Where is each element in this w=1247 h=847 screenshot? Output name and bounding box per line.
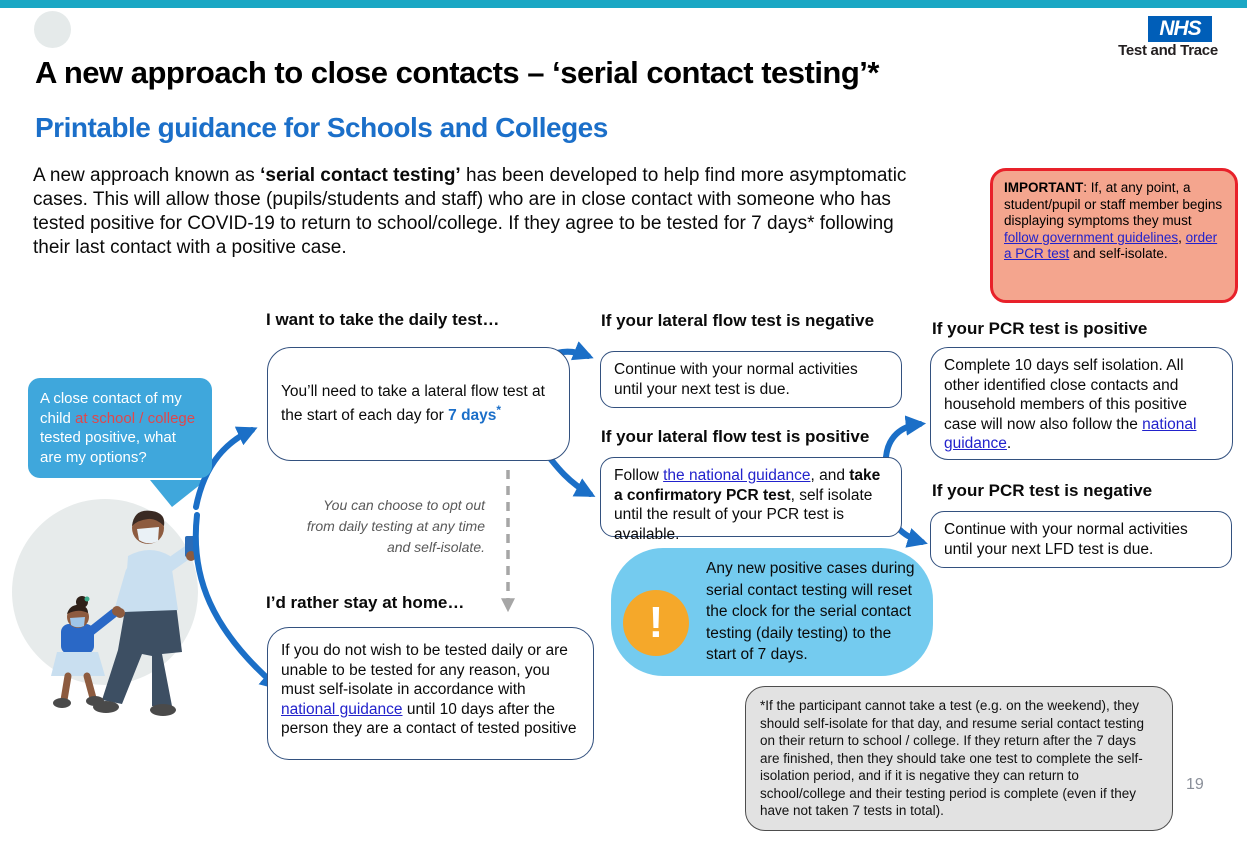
heading-stay-home: I’d rather stay at home… bbox=[266, 593, 465, 612]
decorative-circle bbox=[34, 11, 71, 48]
illustration-family-walking bbox=[12, 499, 198, 716]
arrow-lft-positive-to-pcr-positive bbox=[886, 424, 920, 457]
home-seg2: until 10 days after the person they are a contact of tested positive bbox=[281, 700, 577, 737]
lft-positive-seg2: , and bbox=[810, 467, 850, 484]
footnote-box: *If the participant cannot take a test (e.g. on the weekend), they should self-isolate for that day, and resume serial contact testing on their return to school / college. If they return after the 7 days are finished, then they should take one test to complete the self-isolation period, and if it is negative they can return to school/college and their testing period is complete (even if they have not taken 7 tests in total). bbox=[745, 686, 1173, 831]
link-order-a-pcr-test[interactable]: order a PCR test bbox=[1004, 229, 1218, 261]
daily-seg1: You’ll need to take a lateral flow test at the start of each day for bbox=[281, 382, 545, 425]
box-daily-test bbox=[267, 347, 570, 461]
bubble-seg1: A close contact of my child bbox=[40, 390, 182, 427]
nhs-logo-text: NHS bbox=[1159, 17, 1201, 40]
lft-positive-seg1: Follow bbox=[614, 467, 664, 484]
page-subtitle: Printable guidance for Schools and Colleges bbox=[35, 112, 608, 143]
speech-bubble-tail bbox=[150, 480, 206, 507]
arrow-bubble-to-stay-home bbox=[196, 515, 276, 686]
daily-days: 7 days bbox=[448, 407, 497, 425]
box-stay-home bbox=[267, 627, 594, 760]
heading-pcr-negative: If your PCR test is negative bbox=[932, 481, 1153, 500]
important-seg2: , bbox=[1178, 229, 1186, 245]
important-callout-box bbox=[990, 168, 1238, 303]
page-title: A new approach to close contacts – ‘serial contact testing’* bbox=[35, 55, 879, 90]
intro-seg2: has been developed to help find more asymptomatic cases. This will allow those (pupils/students and staff) who are in close contact with someone who has tested positive for COVID-19 to return to school/college. If they agree to be tested for 7 days* following their last contact with a positive case. bbox=[33, 165, 907, 258]
reset-clock-text: Any new positive cases during serial contact testing will reset the clock for the serial contact testing (daily testing) to the start of 7 days. bbox=[706, 560, 915, 663]
link-national-guidance-pcr[interactable]: national guidance bbox=[944, 415, 1197, 452]
pcr-positive-seg2: . bbox=[1006, 435, 1012, 452]
link-follow-government-guidelines[interactable]: follow government guidelines bbox=[1004, 229, 1179, 245]
home-seg1: If you do not wish to be tested daily or are unable to be tested for any reason, you must self-isolate in accordance with bbox=[281, 642, 568, 698]
parent-question-bubble bbox=[28, 378, 212, 478]
important-seg1: : If, at any point, a student/pupil or staff member begins displaying symptoms they must bbox=[1004, 180, 1223, 228]
important-label: IMPORTANT bbox=[1004, 180, 1084, 195]
optout-note: You can choose to opt out from daily testing at any time and self-isolate. bbox=[306, 497, 485, 555]
intro-bold: ‘serial contact testing’ bbox=[260, 165, 461, 186]
intro-paragraph bbox=[33, 164, 921, 260]
pcr-positive-seg1: Complete 10 days self isolation. All other identified close contacts and household members of this positive case will now also follow the bbox=[944, 357, 1187, 433]
top-accent-bar bbox=[0, 0, 1247, 8]
heading-lft-negative: If your lateral flow test is negative bbox=[601, 311, 875, 330]
link-national-guidance-home[interactable]: national guidance bbox=[281, 700, 403, 718]
daily-star: * bbox=[496, 403, 502, 418]
reset-clock-callout bbox=[611, 548, 933, 676]
box-lft-positive bbox=[600, 457, 902, 543]
heading-pcr-positive: If your PCR test is positive bbox=[932, 319, 1148, 338]
bubble-seg2: tested positive, what are my options? bbox=[40, 429, 176, 466]
link-the-national-guidance[interactable]: the national guidance bbox=[663, 467, 811, 484]
box-pcr-negative: Continue with your normal activities until your next LFD test is due. bbox=[930, 511, 1232, 568]
heading-daily-test: I want to take the daily test… bbox=[266, 310, 500, 329]
heading-lft-positive: If your lateral flow test is positive bbox=[601, 427, 870, 446]
box-lft-negative: Continue with your normal activities until your next test is due. bbox=[600, 351, 902, 408]
nhs-test-and-trace-label: Test and Trace bbox=[1118, 42, 1218, 59]
box-pcr-positive bbox=[930, 347, 1233, 460]
exclamation-icon: ! bbox=[623, 590, 689, 656]
page-number: 19 bbox=[1186, 776, 1204, 793]
lft-positive-seg3: , self isolate until the result of your PCR test is available. bbox=[614, 486, 873, 543]
intro-seg1: A new approach known as bbox=[33, 165, 261, 186]
nhs-logo bbox=[1148, 16, 1212, 42]
lft-positive-bold: take a confirmatory PCR test bbox=[614, 467, 881, 504]
important-seg3: and self-isolate. bbox=[1069, 246, 1168, 261]
bubble-highlight: at school / college bbox=[75, 409, 196, 427]
